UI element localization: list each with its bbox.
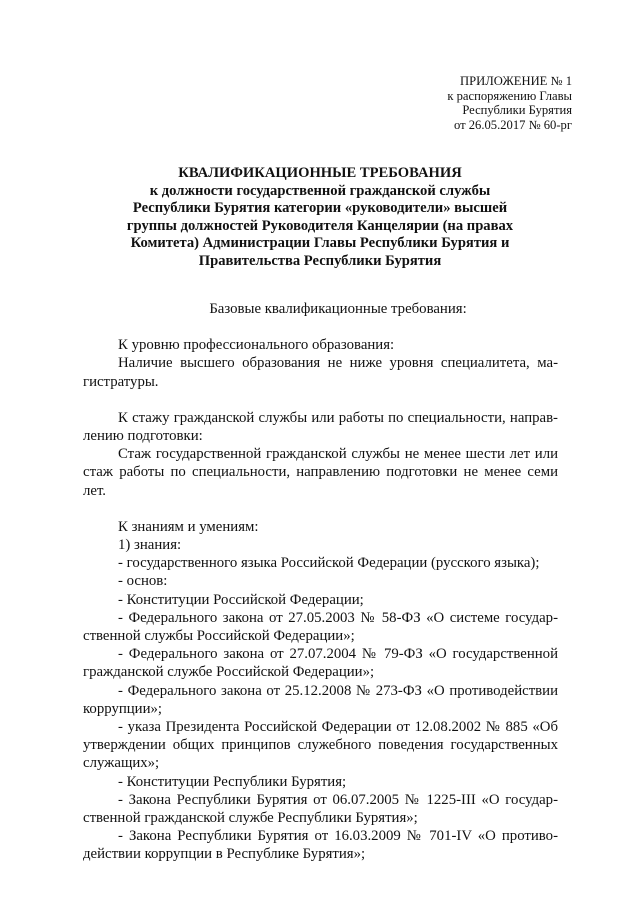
education-text-line: гистратуры. <box>83 373 159 390</box>
spacer <box>118 500 558 518</box>
list-item: - указа Президента Российской Федерации от 12.08.2002 № 885 «Об <box>118 719 558 736</box>
knowledge-subheading: 1) знания: <box>118 537 182 554</box>
experience-text-line: лет. <box>83 482 107 499</box>
title-line: группы должностей Руководителя Канцелярии (на правах <box>126 217 514 234</box>
spacer <box>118 391 558 409</box>
document-body <box>83 300 558 864</box>
list-item-continuation: ственной гражданской службе Республики Бурятия»; <box>83 810 418 827</box>
title-line: к должности государственной гражданской службы <box>149 182 491 199</box>
list-item: - Конституции Республики Бурятия; <box>118 773 347 790</box>
list-item: - основ: <box>118 573 168 590</box>
title-line: КВАЛИФИКАЦИОННЫЕ ТРЕБОВАНИЯ <box>178 165 462 181</box>
list-item-continuation: служащих»; <box>83 755 160 772</box>
appendix-date-number: от 26.05.2017 № 60-рг <box>453 117 572 132</box>
education-heading: К уровню профессионального образования: <box>118 337 395 354</box>
experience-text-line: Стаж государственной гражданской службы не менее шести лет или <box>118 446 558 463</box>
education-text-line: Наличие высшего образования не ниже уровня специалитета, ма- <box>118 355 558 372</box>
appendix-block <box>447 74 572 132</box>
title-line: Комитета) Администрации Главы Республики Бурятия и <box>130 235 510 252</box>
title-line: Правительства Республики Бурятия <box>198 252 442 269</box>
title-line: Республики Бурятия категории «руководители» высшей <box>132 200 508 217</box>
base-requirements-heading: Базовые квалификационные требования: <box>209 301 467 317</box>
experience-heading-line: К стажу гражданской службы или работы по специальности, направ- <box>118 409 558 426</box>
list-item: - Федерального закона от 27.05.2003 № 58-ФЗ «О системе государ- <box>118 609 558 626</box>
appendix-order-ref: к распоряжению Главы <box>447 88 572 103</box>
experience-text-line: стаж работы по специальности, направлению подготовки не менее семи <box>83 464 558 481</box>
knowledge-heading: К знаниям и умениям: <box>118 518 259 535</box>
appendix-label: ПРИЛОЖЕНИЕ № 1 <box>460 74 572 88</box>
list-item: - Федерального закона от 27.07.2004 № 79-ФЗ «О государственной <box>118 646 558 663</box>
list-item-continuation: коррупции»; <box>83 700 163 717</box>
list-item: - Конституции Российской Федерации; <box>118 591 364 608</box>
document-title <box>100 165 540 271</box>
list-item-continuation: ственной службы Российской Федерации»; <box>83 628 355 645</box>
knowledge-section <box>83 518 558 864</box>
appendix-republic: Республики Бурятия <box>462 103 572 118</box>
list-item-continuation: действии коррупции в Республике Бурятия»; <box>83 846 366 863</box>
list-item-continuation: гражданской службе Российской Федерации»; <box>83 664 375 681</box>
list-item: - государственного языка Российской Федерации (русского языка); <box>118 555 540 572</box>
list-item-continuation: утверждении общих принципов служебного поведения государственных <box>83 737 558 754</box>
list-item: - Федерального закона от 25.12.2008 № 273-ФЗ «О противодействии <box>118 682 558 699</box>
list-item: - Закона Республики Бурятия от 06.07.2005 № 1225-III «О государ- <box>118 791 558 808</box>
list-item: - Закона Республики Бурятия от 16.03.2009 № 701-IV «О противо- <box>118 828 558 845</box>
experience-heading-line: лению подготовки: <box>83 428 203 445</box>
